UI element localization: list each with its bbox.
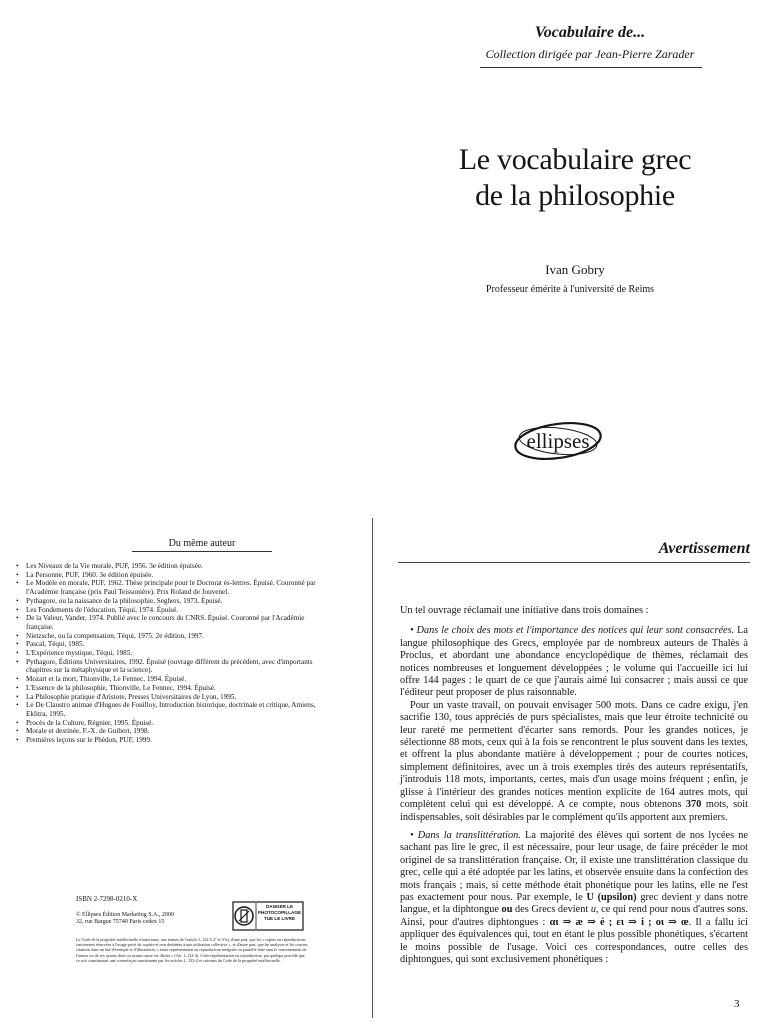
list-item: • Les Fondements de l'éducation, Téqui, 1974. Épuisé. xyxy=(14,606,334,615)
list-item: • La Personne, PUF, 1960. 3e édition épuisée. xyxy=(14,571,334,580)
list-item: • De la Valeur, Vander, 1974. Publié avec le concours du CNRS. Épuisé. Couronné par l'Académie française. xyxy=(14,614,334,631)
paragraph-intro: Un tel ouvrage réclamait une initiative dans trois domaines : xyxy=(400,605,649,616)
selection-count: 370 xyxy=(685,799,702,811)
danger-photocopy-icon xyxy=(232,901,304,931)
transliteration-lead: • Dans la translittération. xyxy=(410,829,521,841)
photocopy-danger-logo xyxy=(232,901,304,931)
ellipses-logo-icon xyxy=(512,418,604,464)
legal-notice: Le Code de la propriété intellectuelle n'autorisant, aux termes de l'article L.122-5.2° et 3°a), d'une part, que les « copies ou reproductions strictement réservées à l'usage privé du copiste et non destinées à une utilisation collective », et d'autre part, que les analyses et les courtes citations dans un but d'exemple et d'illustration, « toute représentation ou reproduction intégrale ou partielle faite sans le consentement de l'auteur ou de ses ayants droit ou ayants cause est illicite » (Art. L.122-4). Cette représentation ou reproduction, par quelque procédé que ce soit constituerait une contrefaçon sanctionnée par les articles L. 335-2 et suivants du Code de la propriété intellectuelle. xyxy=(76,937,308,963)
choice-lead: • Dans le choix des mots et l'importance des notices qui leur sont consacrées. xyxy=(410,625,735,637)
translit-diphthongs: αι ⇒ æ ⇒ é ; ει ⇒ i ; οι ⇒ œ xyxy=(549,916,689,928)
paragraph-selection xyxy=(400,700,748,824)
book-title-line1: Le vocabulaire grec xyxy=(458,143,692,176)
paragraph-choice xyxy=(400,625,748,699)
list-item: • L'Expérience mystique, Téqui, 1985. xyxy=(14,649,334,658)
translit-y: y xyxy=(695,891,701,903)
copyright-line1: © Ellipses Édition Marketing S.A., 2000 xyxy=(76,912,174,918)
foreword-body xyxy=(400,605,748,966)
collection-rule xyxy=(480,67,702,68)
page-number: 3 xyxy=(734,998,740,1010)
translit-text-f: . Il a fallu ici appliquer des équivalences qui, tout en étant le plus possible phonétiques, s'écartent le moins possible de l'usage. Voici ces correspondances, outre celles des diphtongues, qui sont exclusivement phonétiques : xyxy=(400,916,748,965)
translit-upsilon: U (upsilon) xyxy=(586,891,637,903)
selection-text-b: mots, soit indispensables, soit désirables par le complément qu'ils apportent aux premiers. xyxy=(400,799,748,823)
same-author-rule xyxy=(132,551,272,552)
translit-u: u xyxy=(590,904,596,916)
list-item: • Premières leçons sur le Phèdon, PUF, 1999. xyxy=(14,736,334,745)
list-item: • Morale et destinée, F.-X. de Guibert, 1998. xyxy=(14,727,334,736)
list-item: • Pascal, Téqui, 1985. xyxy=(14,640,334,649)
page-divider xyxy=(372,518,373,1018)
translit-text-b: grec devient xyxy=(636,891,696,903)
book-title-line2: de la philosophie xyxy=(475,179,675,212)
isbn: ISBN 2-7298-0210-X xyxy=(76,895,138,903)
foreword-heading: Avertissement xyxy=(658,540,750,557)
selection-text-a: Pour un vaste travail, on pouvait envisager 500 mots. Dans ce cadre exigu, j'en sacrifie 130, tous appréciés de purs spécialistes, mais que leur étroite technicité ou leur rareté me permettent d'écarter sans remords. Pour les grandes notices, je sélectionne 88 mots, ceux qui à la fois se rencontrent le plus souvent dans les textes, et offrent la plus abondante matière à développement ; pour de courtes notices, simplement définitoires, avec un à trois exemples tirés des auteurs représentatifs, j'introduis 118 mots, importants, certes, mais d'un usage moins fréquent ; enfin, je glisse à l'intérieur des grandes notices mention explicite de 164 autres mots, qui complètent celui qui est développé. A ce compte, nous obtenons xyxy=(400,699,748,811)
author-name: Ivan Gobry xyxy=(545,262,605,277)
collection-editor: Collection dirigée par Jean-Pierre Zarader xyxy=(485,47,695,61)
list-item: • Pythagore, ou la naissance de la philosophie, Seghers, 1973. Épuisé. xyxy=(14,597,334,606)
copyright-address: 32, rue Bargue 75740 Paris cedex 15 xyxy=(76,919,165,925)
choice-text: La langue philosophique des Grecs, employée par de nombreux auteurs de Thalès à Proclus, et abordant une abondance encyclopédique de thèmes, réclamait des notices nombreuses et longuement développées ; le volume qui l'accueille ici lui offre 144 pages : le quart de ce que j'aurais aimé lui consacrer ; mais aussi ce que l'éditeur peut proposer de plus raisonnable. xyxy=(400,625,749,699)
translit-ou: ou xyxy=(501,904,513,916)
list-item: • Le Modèle en morale, PUF, 1962. Thèse principale pour le Doctorat ès-lettres. Épuisé. Couronné par l'Académie française (prix Paul Teissonière). Prix Roland de Jouvenel. xyxy=(14,579,334,596)
author-role: Professeur émérite à l'université de Reims xyxy=(485,284,655,295)
book-title xyxy=(400,142,750,214)
translit-text-c: dans notre langue, et la diphtongue xyxy=(400,891,749,916)
list-item: • Pythagore, Éditions Universitaires, 1992. Épuisé (ouvrage différent du précédent, avec d'importants chapitres sur la métaphysique et la science). xyxy=(14,658,334,675)
list-item: • L'Essence de la philosophie, Thionville, Le Fennec, 1994. Épuisé. xyxy=(14,684,334,693)
ellipses-logo-text: ellipses xyxy=(526,429,590,453)
copyright xyxy=(76,912,226,926)
list-item: • Le De Claustro animae d'Hugues de Fouilloy, Introduction historique, doctrinale et critique, Amiens, Eklitra, 1995. xyxy=(14,701,334,718)
list-item: • Nietzsche, ou la compensation, Téqui, 1975. 2e édition, 1997. xyxy=(14,632,334,641)
works-list xyxy=(14,562,334,745)
series-title: Vocabulaire de... xyxy=(534,24,646,41)
ellipses-logo xyxy=(512,418,604,464)
same-author-heading: Du même auteur xyxy=(168,538,236,549)
list-item: • La Philosophie pratique d'Aristote, Presses Universitaires de Lyon, 1995. xyxy=(14,693,334,702)
translit-text-e: , ce qui rend pour nous d'autres sons. Ainsi, pour d'autres diphtongues : xyxy=(400,904,749,928)
list-item: • Mozart et la mort, Thionville, Le Fennec, 1994. Épuisé. xyxy=(14,675,334,684)
list-item: • Les Niveaux de la Vie morale, PUF, 1956. 3e édition épuisée. xyxy=(14,562,334,571)
translit-text-a: La majorité des élèves qui sortent de nos lycées ne sachant pas lire le grec, il est nécessaire, pour leur usage, de faire précéder le mot originel de sa translittération française. Or, il existe une translittération classique du grec, celle qui a été adoptée par les latins, et observée ensuite dans la confection des mots français ; mais, si cette méthode était phonétique pour les latins, elle ne l'est pas exactement pour nous. Par exemple, le xyxy=(400,829,748,903)
paragraph-transliteration xyxy=(400,830,748,966)
list-item: • Procès de la Culture, Régnier, 1995. Épuisé. xyxy=(14,719,334,728)
translit-text-d: des Grecs devient xyxy=(512,904,591,916)
foreword-rule xyxy=(398,562,750,563)
danger-label: DANGER LE PHOTOCOPILLAGE TUE LE LIVRE xyxy=(257,904,302,921)
